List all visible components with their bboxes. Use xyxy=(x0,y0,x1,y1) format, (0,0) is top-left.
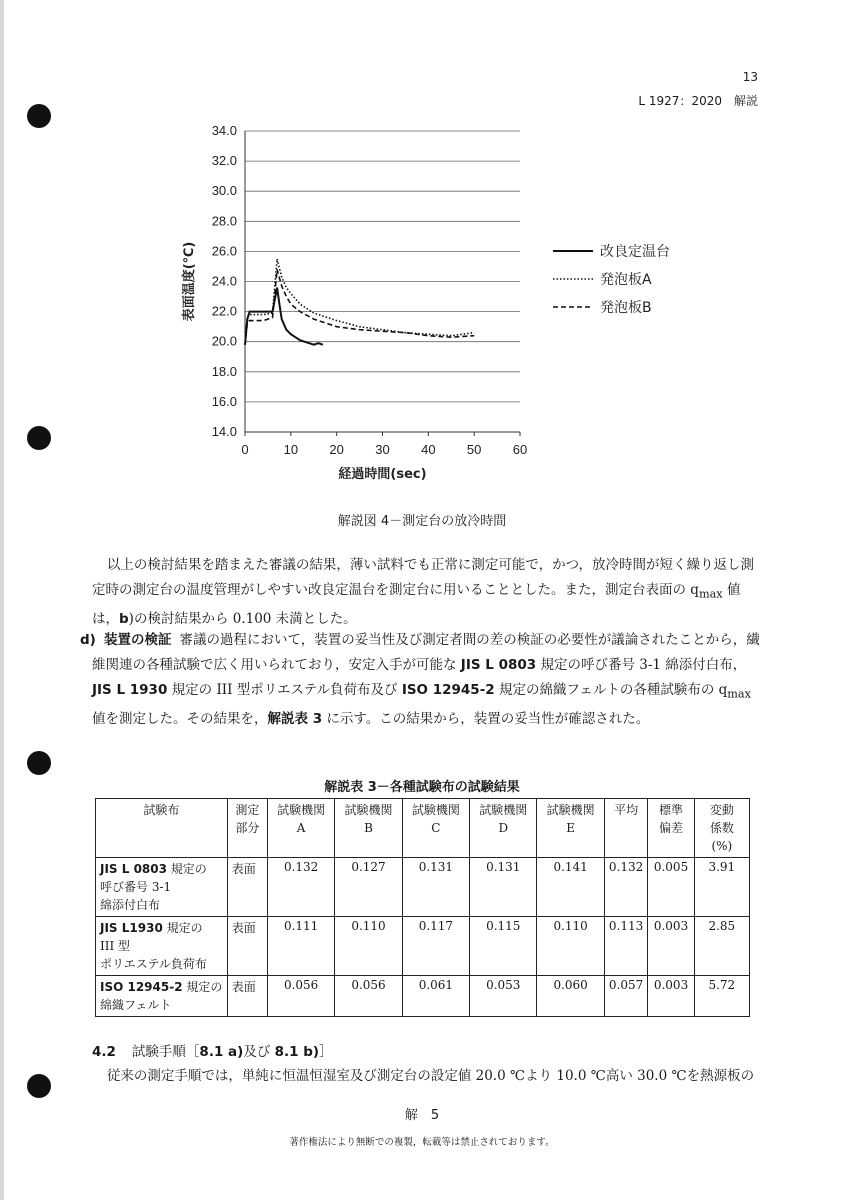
value-cell: 0.003 xyxy=(648,917,694,976)
y-tick-label: 20.0 xyxy=(211,333,237,349)
standard-ref: JIS L 0803 xyxy=(460,657,537,673)
standard-ref: JIS L 1930 xyxy=(92,682,168,698)
y-tick-label: 26.0 xyxy=(211,243,237,259)
fabric-desc: 規定の 呼び番号 3-1 綿添付白布 xyxy=(100,862,207,912)
header-cell: 試験機関 B xyxy=(335,799,402,858)
results-table xyxy=(95,798,750,1017)
y-tick-label: 22.0 xyxy=(211,303,237,319)
punch-hole xyxy=(27,751,51,775)
copyright-notice: 著作権法により無断での複製，転載等は禁止されております。 xyxy=(289,1137,555,1148)
bold-ref: b xyxy=(119,610,129,627)
y-tick-label: 18.0 xyxy=(211,363,237,379)
header-cell: 試験機関 E xyxy=(537,799,604,858)
standard-ref: ISO 12945-2 xyxy=(401,682,495,698)
paragraph-conclusion xyxy=(92,553,760,632)
value-cell: 0.061 xyxy=(402,976,469,1017)
x-tick-label: 10 xyxy=(283,442,299,457)
page-number-footer: 解 5 xyxy=(404,1108,440,1123)
y-tick-label: 28.0 xyxy=(211,213,237,229)
item-text: に示す。この結果から，装置の妥当性が確認された。 xyxy=(322,710,650,727)
punch-hole xyxy=(27,426,51,450)
x-tick-label: 30 xyxy=(375,442,390,457)
paragraph-text: 以上の検討結果を踏まえた審議の結果，薄い試料でも正常に測定可能で，かつ，放冷時間が短く繰り返し測定時の測定台の温度管理がしやすい改良定温台を測定台に用いることとした。また，測定台表面の q xyxy=(92,557,755,598)
value-cell: 5.72 xyxy=(694,976,749,1017)
paragraph-text: )の検討結果から 0.100 未満とした。 xyxy=(128,610,357,627)
fabric-desc: 規定の 綿織フェルト xyxy=(100,980,223,1012)
section-ref: 8.1 b) xyxy=(274,1044,320,1060)
x-axis-label: 経過時間(sec) xyxy=(338,467,427,482)
table-row xyxy=(96,917,750,976)
section-title: ］ xyxy=(319,1044,333,1060)
header-cell: 試験布 xyxy=(96,799,228,858)
item-text: 審議の過程において，装置の妥当性及び測定者間の差の検証の必要性が議論されたことから，繊維関連の各種試験で広く用いられており，安定入手が可能な xyxy=(92,632,760,673)
value-cell: 0.111 xyxy=(267,917,334,976)
table-ref: 解説表 3 xyxy=(267,710,323,727)
y-axis-label: 表面温度(℃) xyxy=(182,241,197,322)
item-d xyxy=(80,628,760,732)
x-tick-label: 0 xyxy=(241,442,249,457)
y-tick-label: 34.0 xyxy=(211,123,237,138)
value-cell: 0.131 xyxy=(470,858,537,917)
item-text: 規定の III 型ポリエステル負荷布及び xyxy=(167,682,402,698)
punch-hole xyxy=(27,1074,51,1098)
part-cell: 表面 xyxy=(227,858,267,917)
subscript-max: max xyxy=(698,587,723,601)
header-cell: 試験機関 A xyxy=(267,799,334,858)
fabric-desc: 規定の III 型 ポリエステル負荷布 xyxy=(100,921,207,971)
header-cell: 試験機関 C xyxy=(402,799,469,858)
value-cell: 0.003 xyxy=(648,976,694,1017)
section-heading xyxy=(92,1040,333,1060)
header-cell: 試験機関 D xyxy=(470,799,537,858)
value-cell: 0.056 xyxy=(335,976,402,1017)
x-tick-label: 40 xyxy=(421,442,436,457)
header-cell: 平均 xyxy=(604,799,648,858)
x-tick-label: 20 xyxy=(329,442,344,457)
section-title: 試験手順［ xyxy=(131,1044,200,1060)
y-tick-label: 16.0 xyxy=(211,393,237,409)
value-cell: 0.132 xyxy=(604,858,648,917)
value-cell: 0.113 xyxy=(604,917,648,976)
value-cell: 3.91 xyxy=(694,858,749,917)
value-cell: 0.117 xyxy=(402,917,469,976)
section-number: 4.2 xyxy=(92,1044,116,1060)
item-text: 規定の呼び番号 3-1 綿添付白布， xyxy=(536,657,747,673)
value-cell: 0.127 xyxy=(335,858,402,917)
item-text: 規定の綿織フェルトの各種試験布の q xyxy=(494,682,728,698)
legend-label: 改良定温台 xyxy=(600,244,670,260)
table-header-row xyxy=(96,799,750,858)
fabric-cell xyxy=(96,917,228,976)
x-tick-label: 50 xyxy=(466,442,482,457)
part-cell: 表面 xyxy=(227,917,267,976)
value-cell: 0.053 xyxy=(470,976,537,1017)
legend-label: 発泡板A xyxy=(600,272,652,288)
item-text: 値を測定した。その結果を， xyxy=(92,710,268,727)
punch-hole xyxy=(27,104,51,128)
paragraph-procedure: 従来の測定手順では，単純に恒温恒湿室及び測定台の設定値 20.0 ℃より 10.0 ℃高い 30.0 ℃を熱源板の xyxy=(106,1068,755,1084)
value-cell: 0.005 xyxy=(648,858,694,917)
fabric-standard: JIS L 0803 xyxy=(100,862,167,876)
cooling-time-chart xyxy=(150,118,710,488)
value-cell: 0.057 xyxy=(604,976,648,1017)
legend-label: 発泡板B xyxy=(600,300,652,316)
header-cell: 測定 部分 xyxy=(227,799,267,858)
figure-caption: 解説図 4－測定台の放冷時間 xyxy=(337,514,507,529)
section-ref: 8.1 a) xyxy=(199,1044,244,1060)
y-tick-label: 14.0 xyxy=(211,424,237,439)
value-cell: 0.132 xyxy=(267,858,334,917)
section-title: 及び xyxy=(243,1044,275,1060)
value-cell: 2.85 xyxy=(694,917,749,976)
standard-header: L 1927：2020 解説 xyxy=(638,94,758,108)
value-cell: 0.110 xyxy=(335,917,402,976)
page-edge xyxy=(0,0,4,1200)
table-row xyxy=(96,976,750,1017)
value-cell: 0.110 xyxy=(537,917,604,976)
x-tick-label: 60 xyxy=(512,442,528,457)
value-cell: 0.141 xyxy=(537,858,604,917)
value-cell: 0.115 xyxy=(470,917,537,976)
header-cell: 変動 係数 (%) xyxy=(694,799,749,858)
item-label: d) xyxy=(80,632,96,648)
subscript-max: max xyxy=(727,687,751,701)
page-number-header: 13 xyxy=(742,70,758,84)
y-tick-label: 32.0 xyxy=(211,153,237,169)
header-cell: 標準 偏差 xyxy=(648,799,694,858)
value-cell: 0.056 xyxy=(267,976,334,1017)
fabric-standard: JIS L1930 xyxy=(100,921,163,935)
table-row xyxy=(96,858,750,917)
fabric-cell xyxy=(96,858,228,917)
fabric-cell xyxy=(96,976,228,1017)
y-tick-label: 30.0 xyxy=(211,183,237,199)
value-cell: 0.060 xyxy=(537,976,604,1017)
fabric-standard: ISO 12945-2 xyxy=(100,980,183,994)
value-cell: 0.131 xyxy=(402,858,469,917)
part-cell: 表面 xyxy=(227,976,267,1017)
paragraph-text: 値は， xyxy=(92,582,741,627)
item-heading: 装置の検証 xyxy=(104,632,172,648)
series-line-1 xyxy=(245,288,323,345)
table-caption: 解説表 3－各種試験布の試験結果 xyxy=(324,780,520,795)
y-tick-label: 24.0 xyxy=(211,273,237,289)
